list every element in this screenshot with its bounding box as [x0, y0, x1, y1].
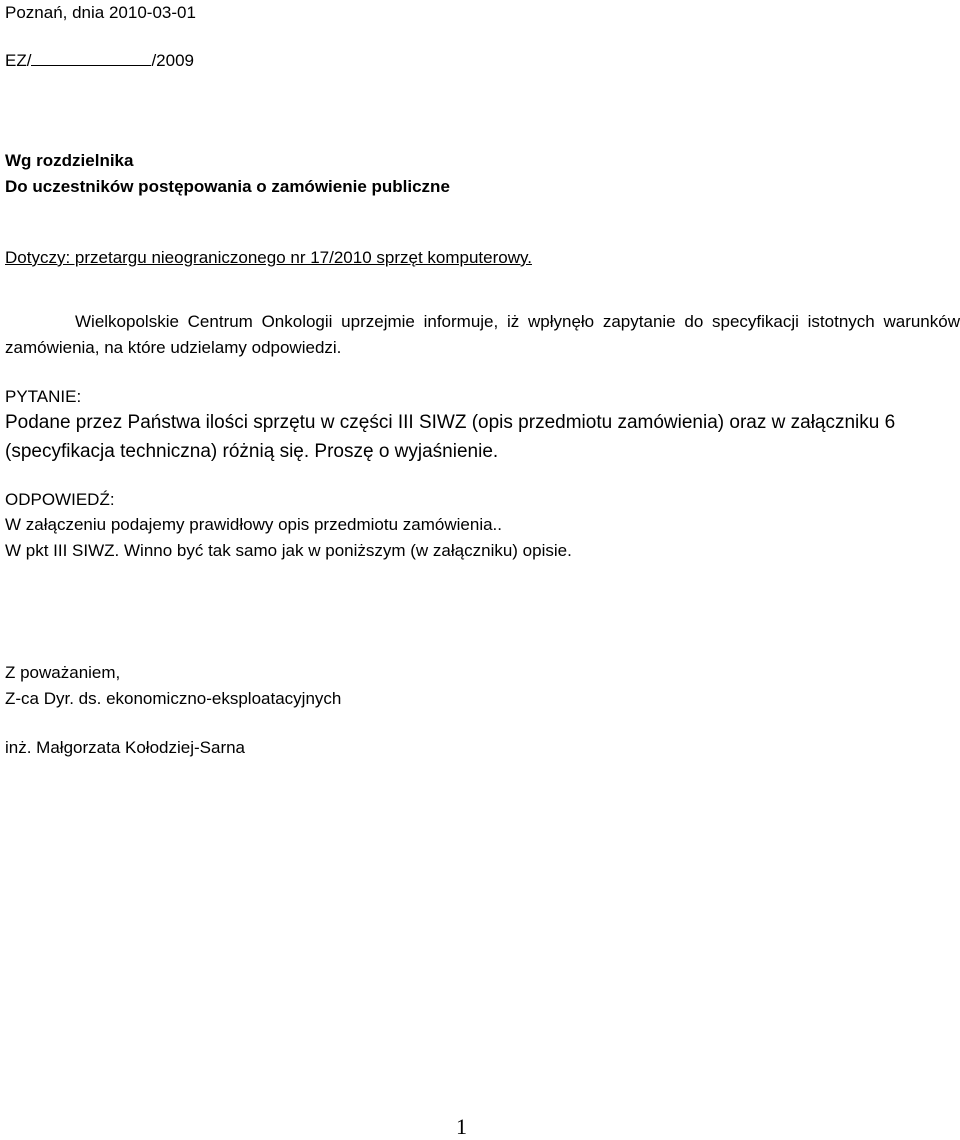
closing-greeting: Z poważaniem, — [5, 663, 121, 682]
subject-line: Dotyczy: przetargu nieograniczonego nr 17/2010 sprzęt komputerowy. — [5, 248, 532, 267]
addressee-line-2: Do uczestników postępowania o zamówienie publiczne — [5, 177, 450, 196]
question-line-2: (specyfikacja techniczna) różnią się. Proszę o wyjaśnienie. — [5, 441, 499, 462]
question-line-1: Podane przez Państwa ilości sprzętu w części III SIWZ (opis przedmiotu zamówienia) oraz w załączniku 6 — [5, 412, 896, 433]
signatory-position: Z-ca Dyr. ds. ekonomiczno-eksploatacyjnych — [5, 689, 342, 708]
question-label: PYTANIE: — [5, 387, 82, 406]
reference-number — [5, 50, 194, 72]
addressee-line-1: Wg rozdzielnika — [5, 151, 134, 170]
intro-paragraph: Wielkopolskie Centrum Onkologii uprzejmie informuje, iż wpłynęło zapytanie do specyfikacji istotnych warunków zamówienia, na które udzielamy odpowiedzi. — [5, 312, 960, 357]
answer-label: ODPOWIEDŹ: — [5, 490, 115, 509]
answer-line-2: W pkt III SIWZ. Winno być tak samo jak w poniższym (w załączniku) opisie. — [5, 541, 572, 560]
signatory-name: inż. Małgorzata Kołodziej-Sarna — [5, 738, 246, 757]
reference-blank — [31, 51, 151, 66]
answer-line-1: W załączeniu podajemy prawidłowy opis przedmiotu zamówienia.. — [5, 515, 503, 534]
reference-prefix: EZ/ — [5, 51, 32, 70]
place-date: Poznań, dnia 2010-03-01 — [5, 3, 196, 22]
reference-suffix: /2009 — [151, 51, 194, 70]
page-number: 1 — [456, 1114, 467, 1139]
